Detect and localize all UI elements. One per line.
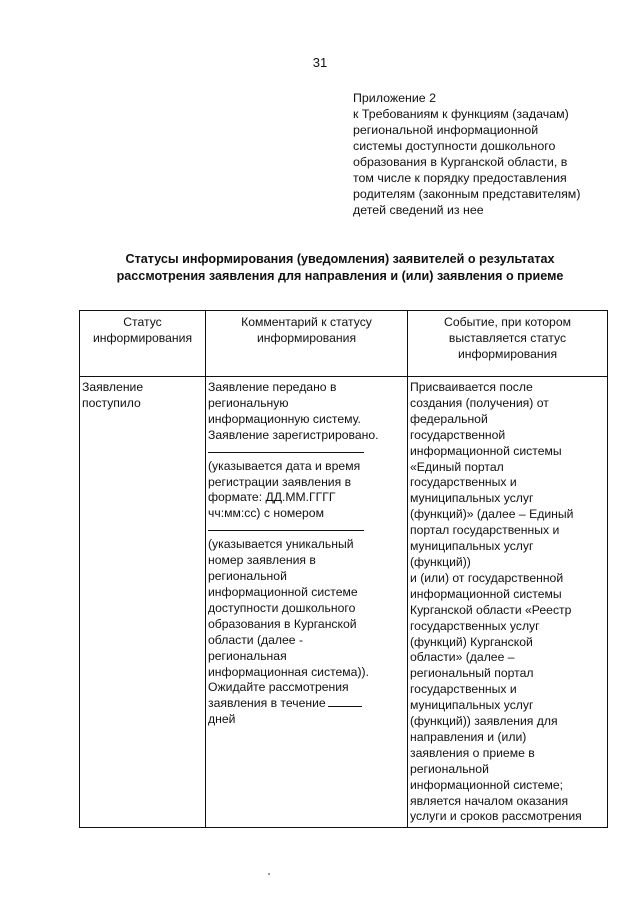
title-line: рассмотрения заявления для направления и (или) заявления о приеме [116,269,564,283]
appendix-line: системы доступности дошкольного [353,139,556,153]
appendix-line: Приложение 2 [353,91,437,105]
page-number: 31 [312,55,328,70]
fill-in-line-date [208,444,364,453]
table-row [80,377,608,828]
title-line: Статусы информирования (уведомления) заявителей о результатах [125,252,555,266]
header-status: Статус информирования [80,311,206,377]
document-title [70,251,610,285]
appendix-line: том числе к порядку предоставления [353,171,567,185]
status-table [79,310,608,828]
header-event: Событие, при котором выставляется статус информирования [408,311,608,377]
appendix-block [353,90,613,218]
fill-in-line-number [208,522,364,531]
cell-status: Заявление поступило [80,377,206,828]
appendix-line: региональной информационной [353,123,539,137]
header-comment: Комментарий к статусу информирования [206,311,408,377]
fill-in-line-days [328,696,362,707]
cell-comment: Заявление передано в региональную информационную систему. Заявление зарегистрировано. (указывается дата и время регистрации заявления в формате: ДД.ММ.ГГГГ чч:мм:сс) с номером (указывается уникальный номер заявления в региональной информационной системе доступности дошкольного образования в Курганской области (далее - региональная информационная система)). Ожидайте рассмотрения заявления в течение дней [206,377,408,828]
appendix-line: детей сведений из нее [353,203,484,217]
cell-event: Присваивается после создания (получения) от федеральной государственной информационной системы «Единый портал государственных и муниципальных услуг (функций)» (далее – Единый портал государственных и муниципальных услуг (функций)) и (или) от государственной информационной системы Курганской области «Реестр государственных услуг (функций) Курганской области» (далее – региональный портал государственных и муниципальных услуг (функций)) заявления для направления и (или) заявления о приеме в региональной информационной системе; является началом оказания услуги и сроков рассмотрения [408,377,608,828]
table-header-row [80,311,608,377]
appendix-line: к Требованиям к функциям (задачам) [353,107,569,121]
comment-deadline-line: заявления в течение [208,696,405,712]
scan-speck [268,873,270,875]
appendix-line: родителям (законным представителям) [353,187,581,201]
appendix-line: образования в Курганской области, в [353,155,568,169]
